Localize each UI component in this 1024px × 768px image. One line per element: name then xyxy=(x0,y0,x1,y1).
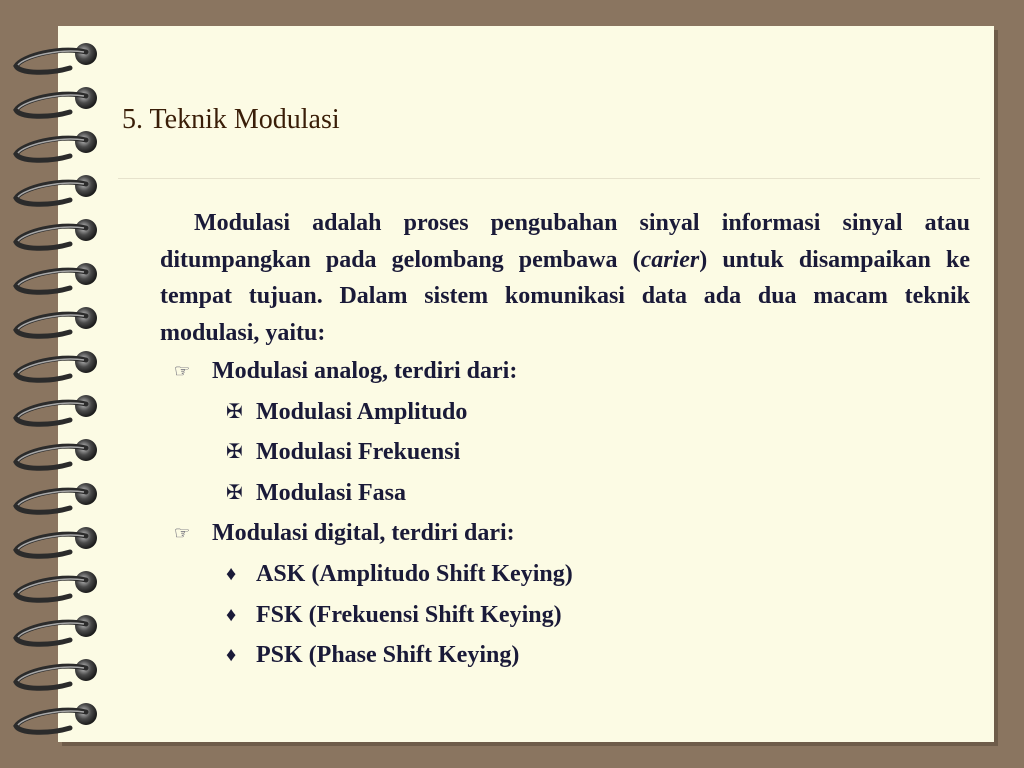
intro-text-end: ) untuk disampaikan ke tempat tujuan. Dalam sistem komunikasi data ada dua macam teknik modulasi, yaitu: xyxy=(160,246,970,346)
slide-title: 5. Teknik Modulasi xyxy=(122,104,340,135)
digital-label: Modulasi digital, terdiri dari: xyxy=(212,520,515,547)
digital-item-label: ASK (Amplitudo Shift Keying) xyxy=(256,560,573,587)
analog-item-label: Modulasi Frekuensi xyxy=(256,439,461,466)
list-item xyxy=(160,595,970,636)
cross-icon: ✠ xyxy=(226,481,243,504)
title-divider xyxy=(118,178,980,179)
diamond-icon: ♦ xyxy=(226,644,237,667)
intro-text-start: Modulasi adalah proses pengubahan sinyal informasi sinyal atau ditumpangkan pada gelombang pembawa ( xyxy=(160,210,970,273)
digital-item-label: PSK (Phase Shift Keying) xyxy=(256,642,520,669)
analog-item-label: Modulasi Fasa xyxy=(256,479,407,506)
intro-paragraph xyxy=(160,205,970,351)
cross-icon: ✠ xyxy=(226,441,243,464)
cross-icon: ✠ xyxy=(226,400,243,423)
list-item xyxy=(160,392,970,433)
list-item xyxy=(160,432,970,473)
list-item-digital xyxy=(160,513,970,554)
pointing-hand-icon: ☞ xyxy=(174,523,191,544)
list-item-analog xyxy=(160,351,970,392)
analog-item-label: Modulasi Amplitudo xyxy=(256,398,468,425)
intro-italic-word: carier xyxy=(640,246,700,273)
pointing-hand-icon: ☞ xyxy=(174,361,191,381)
diamond-icon: ♦ xyxy=(226,603,237,626)
modulation-types-list xyxy=(160,351,970,676)
digital-item-label: FSK (Frekuensi Shift Keying) xyxy=(256,601,562,628)
list-item xyxy=(160,635,970,676)
list-item xyxy=(160,554,970,595)
analog-label: Modulasi analog, terdiri dari: xyxy=(212,358,518,384)
slide-body xyxy=(160,205,970,676)
list-item xyxy=(160,473,970,514)
diamond-icon: ♦ xyxy=(226,562,237,585)
